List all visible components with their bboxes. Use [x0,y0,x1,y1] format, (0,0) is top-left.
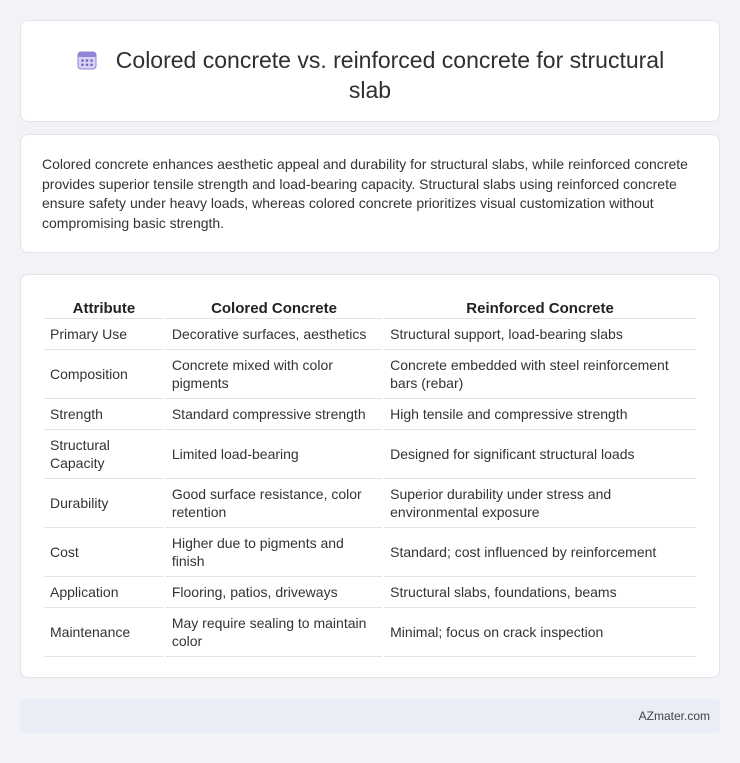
table-row [44,528,696,577]
row-attribute: Application [44,577,164,608]
table-row [44,577,696,608]
table-header-row [44,293,696,319]
row-attribute: Structural Capacity [44,430,164,479]
title-card [20,20,720,122]
row-attribute: Cost [44,528,164,577]
row-reinforced-value: Concrete embedded with steel reinforcement bars (rebar) [384,350,696,399]
table-row [44,319,696,350]
table-row [44,350,696,399]
row-colored-value: Decorative surfaces, aesthetics [166,319,382,350]
row-reinforced-value: Standard; cost influenced by reinforcement [384,528,696,577]
row-attribute: Strength [44,399,164,430]
row-colored-value: Good surface resistance, color retention [166,479,382,528]
row-reinforced-value: Designed for significant structural loads [384,430,696,479]
table-row [44,430,696,479]
page-title: Colored concrete vs. reinforced concrete for structural slab [115,47,665,103]
row-colored-value: Flooring, patios, driveways [166,577,382,608]
row-reinforced-value: Superior durability under stress and environmental exposure [384,479,696,528]
row-attribute: Primary Use [44,319,164,350]
row-reinforced-value: Structural slabs, foundations, beams [384,577,696,608]
summary-text: Colored concrete enhances aesthetic appeal and durability for structural slabs, while reinforced concrete provides superior tensile strength and load-bearing capacity. Structural slabs using reinforced concrete ensure safety under heavy loads, whereas colored concrete prioritizes visual customization without compromising basic strength. [42,156,688,231]
table-row [44,399,696,430]
row-colored-value: Standard compressive strength [166,399,382,430]
row-colored-value: Higher due to pigments and finish [166,528,382,577]
footer-bar [20,699,720,733]
table-row [44,608,696,657]
row-colored-value: May require sealing to maintain color [166,608,382,657]
row-attribute: Durability [44,479,164,528]
row-attribute: Composition [44,350,164,399]
footer-brand[interactable]: AZmater.com [638,709,710,723]
comparison-table [42,293,698,657]
summary-card [20,134,720,253]
header-reinforced-concrete: Reinforced Concrete [384,293,696,319]
row-attribute: Maintenance [44,608,164,657]
header-colored-concrete: Colored Concrete [166,293,382,319]
row-colored-value: Concrete mixed with color pigments [166,350,382,399]
title-wrap [21,45,719,105]
comparison-table-card [20,274,720,678]
row-reinforced-value: Minimal; focus on crack inspection [384,608,696,657]
header-attribute: Attribute [44,293,164,319]
row-reinforced-value: Structural support, load-bearing slabs [384,319,696,350]
calendar-grid-icon [76,49,98,71]
row-colored-value: Limited load-bearing [166,430,382,479]
table-row [44,479,696,528]
row-reinforced-value: High tensile and compressive strength [384,399,696,430]
